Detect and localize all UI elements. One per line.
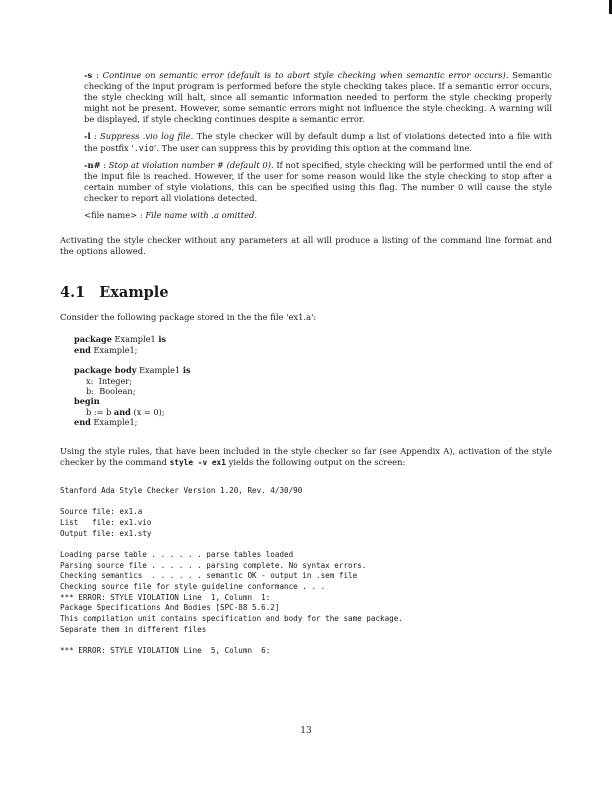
command-code: style -v ex1 xyxy=(169,457,226,467)
option-description: Suppress .vio log file. xyxy=(100,131,194,142)
option-flag: -s xyxy=(84,70,93,80)
code-line: end Example1; xyxy=(74,344,138,355)
option-flag: -l xyxy=(84,131,91,142)
code-line: x: Integer; xyxy=(86,375,132,386)
terminal-line: Output file: ex1.sty xyxy=(60,528,152,538)
section-number: 4.1 xyxy=(60,284,86,302)
activation-paragraph: Activating the style checker without any parameters at all will produce a listing of the command line format and the options allowed. xyxy=(60,235,552,257)
option-s: -s : Continue on semantic error (default is to abort style checking when semantic error occurs). Semantic checking of the input program is performed before the style checking takes place. If a semantic error occurs, the style checking will halt, since all semantic information needed to perform the style checking properly might not be present. However, some semantic errors might not influence the style checking. A warning will be displayed, if style checking continues despite a semantic error. xyxy=(84,70,552,125)
option-body: The style checker will by default dump a list of violations detected into a file with the postfix ' xyxy=(84,131,552,153)
terminal-line: Loading parse table . . . . . . parse tables loaded xyxy=(60,549,294,559)
option-description: Continue on semantic error (default is to abort style checking when semantic error occurs). xyxy=(102,70,509,80)
usage-paragraph: Using the style rules, that have been included in the style checker so far (see Appendix A), activation of the style checker by the command style -v ex1 yields the following output on the screen: xyxy=(60,445,552,467)
terminal-line: Separate them in different files xyxy=(60,624,207,634)
option-file-name: <file name> : File name with .a omitted. xyxy=(84,210,258,221)
code-line: package body Example1 is xyxy=(74,365,191,376)
terminal-line: Checking semantics . . . . . . semantic OK - output in .sem file xyxy=(60,571,358,581)
page-number: 13 xyxy=(300,726,312,736)
terminal-line: List file: ex1.vio xyxy=(60,517,152,527)
section-heading xyxy=(60,285,552,301)
code-line: end Example1; xyxy=(74,417,138,428)
terminal-line: Package Specifications And Bodies [SPC-88 5.6.2] xyxy=(60,603,280,613)
terminal-line: *** ERROR: STYLE VIOLATION Line 1, Column 1: xyxy=(60,592,271,602)
option-body: Semantic checking of the input program is performed before the style checking takes place. If a semantic error occurs, the style checking will halt, since all semantic information needed to perform the style checking properly might not be present. However, some semantic errors might not influence the style checking. A warning will be displayed, if style checking continues despite a semantic error. xyxy=(84,70,552,125)
option-description: File name with .a omitted. xyxy=(145,210,258,221)
option-n: -n# : Stop at violation number # (default 0). If not specified, style checking will be performed until the end of the input file is reached. However, if the user for some reason would like the style checking to stop after a certain number of style violations, this can be specified using this flag. The number 0 will cause the style checker to report all violations detected. xyxy=(84,159,552,203)
code-line: begin xyxy=(74,396,100,407)
terminal-line: This compilation unit contains specification and body for the same package. xyxy=(60,614,403,624)
terminal-line: *** ERROR: STYLE VIOLATION Line 5, Column 6: xyxy=(60,646,271,656)
option-l: -l : Suppress .vio log file. The style checker will by default dump a list of violations detected into a file with the postfix '.vio'. The user can suppress this by providing this option at the command line. xyxy=(84,131,552,153)
code-line: b := b and (x = 0); xyxy=(86,406,165,417)
terminal-line: Source file: ex1.a xyxy=(60,507,143,517)
option-flag: -n# xyxy=(84,159,101,170)
option-flag: <file name> xyxy=(84,210,138,221)
section-title: Example xyxy=(99,284,169,302)
code-line: b: Boolean; xyxy=(86,386,136,397)
postfix-code: .vio xyxy=(133,142,154,153)
option-body-rest: '. The user can suppress this by providing this option at the command line. xyxy=(153,142,472,153)
code-line: package Example1 is xyxy=(74,334,167,345)
intro-paragraph: Consider the following package stored in the the file 'ex1.a': xyxy=(60,312,317,323)
terminal-output xyxy=(60,486,552,657)
option-description: Stop at violation number # (default 0). xyxy=(108,159,274,170)
terminal-header: Stanford Ada Style Checker Version 1.20, Rev. 4/30/90 xyxy=(60,485,303,495)
option-body: If not specified, style checking will be performed until the end of the input file is reached. However, if the user for some reason would like the style checking to stop after a certain number of style violations, this can be specified using this flag. The number 0 will cause the style checker to report all violations detected. xyxy=(84,159,552,203)
terminal-line: Checking source file for style guideline conformance . . . xyxy=(60,582,326,592)
terminal-line: Parsing source file . . . . . . parsing complete. No syntax errors. xyxy=(60,560,367,570)
ada-code-block xyxy=(74,334,552,427)
document-page xyxy=(60,70,552,657)
